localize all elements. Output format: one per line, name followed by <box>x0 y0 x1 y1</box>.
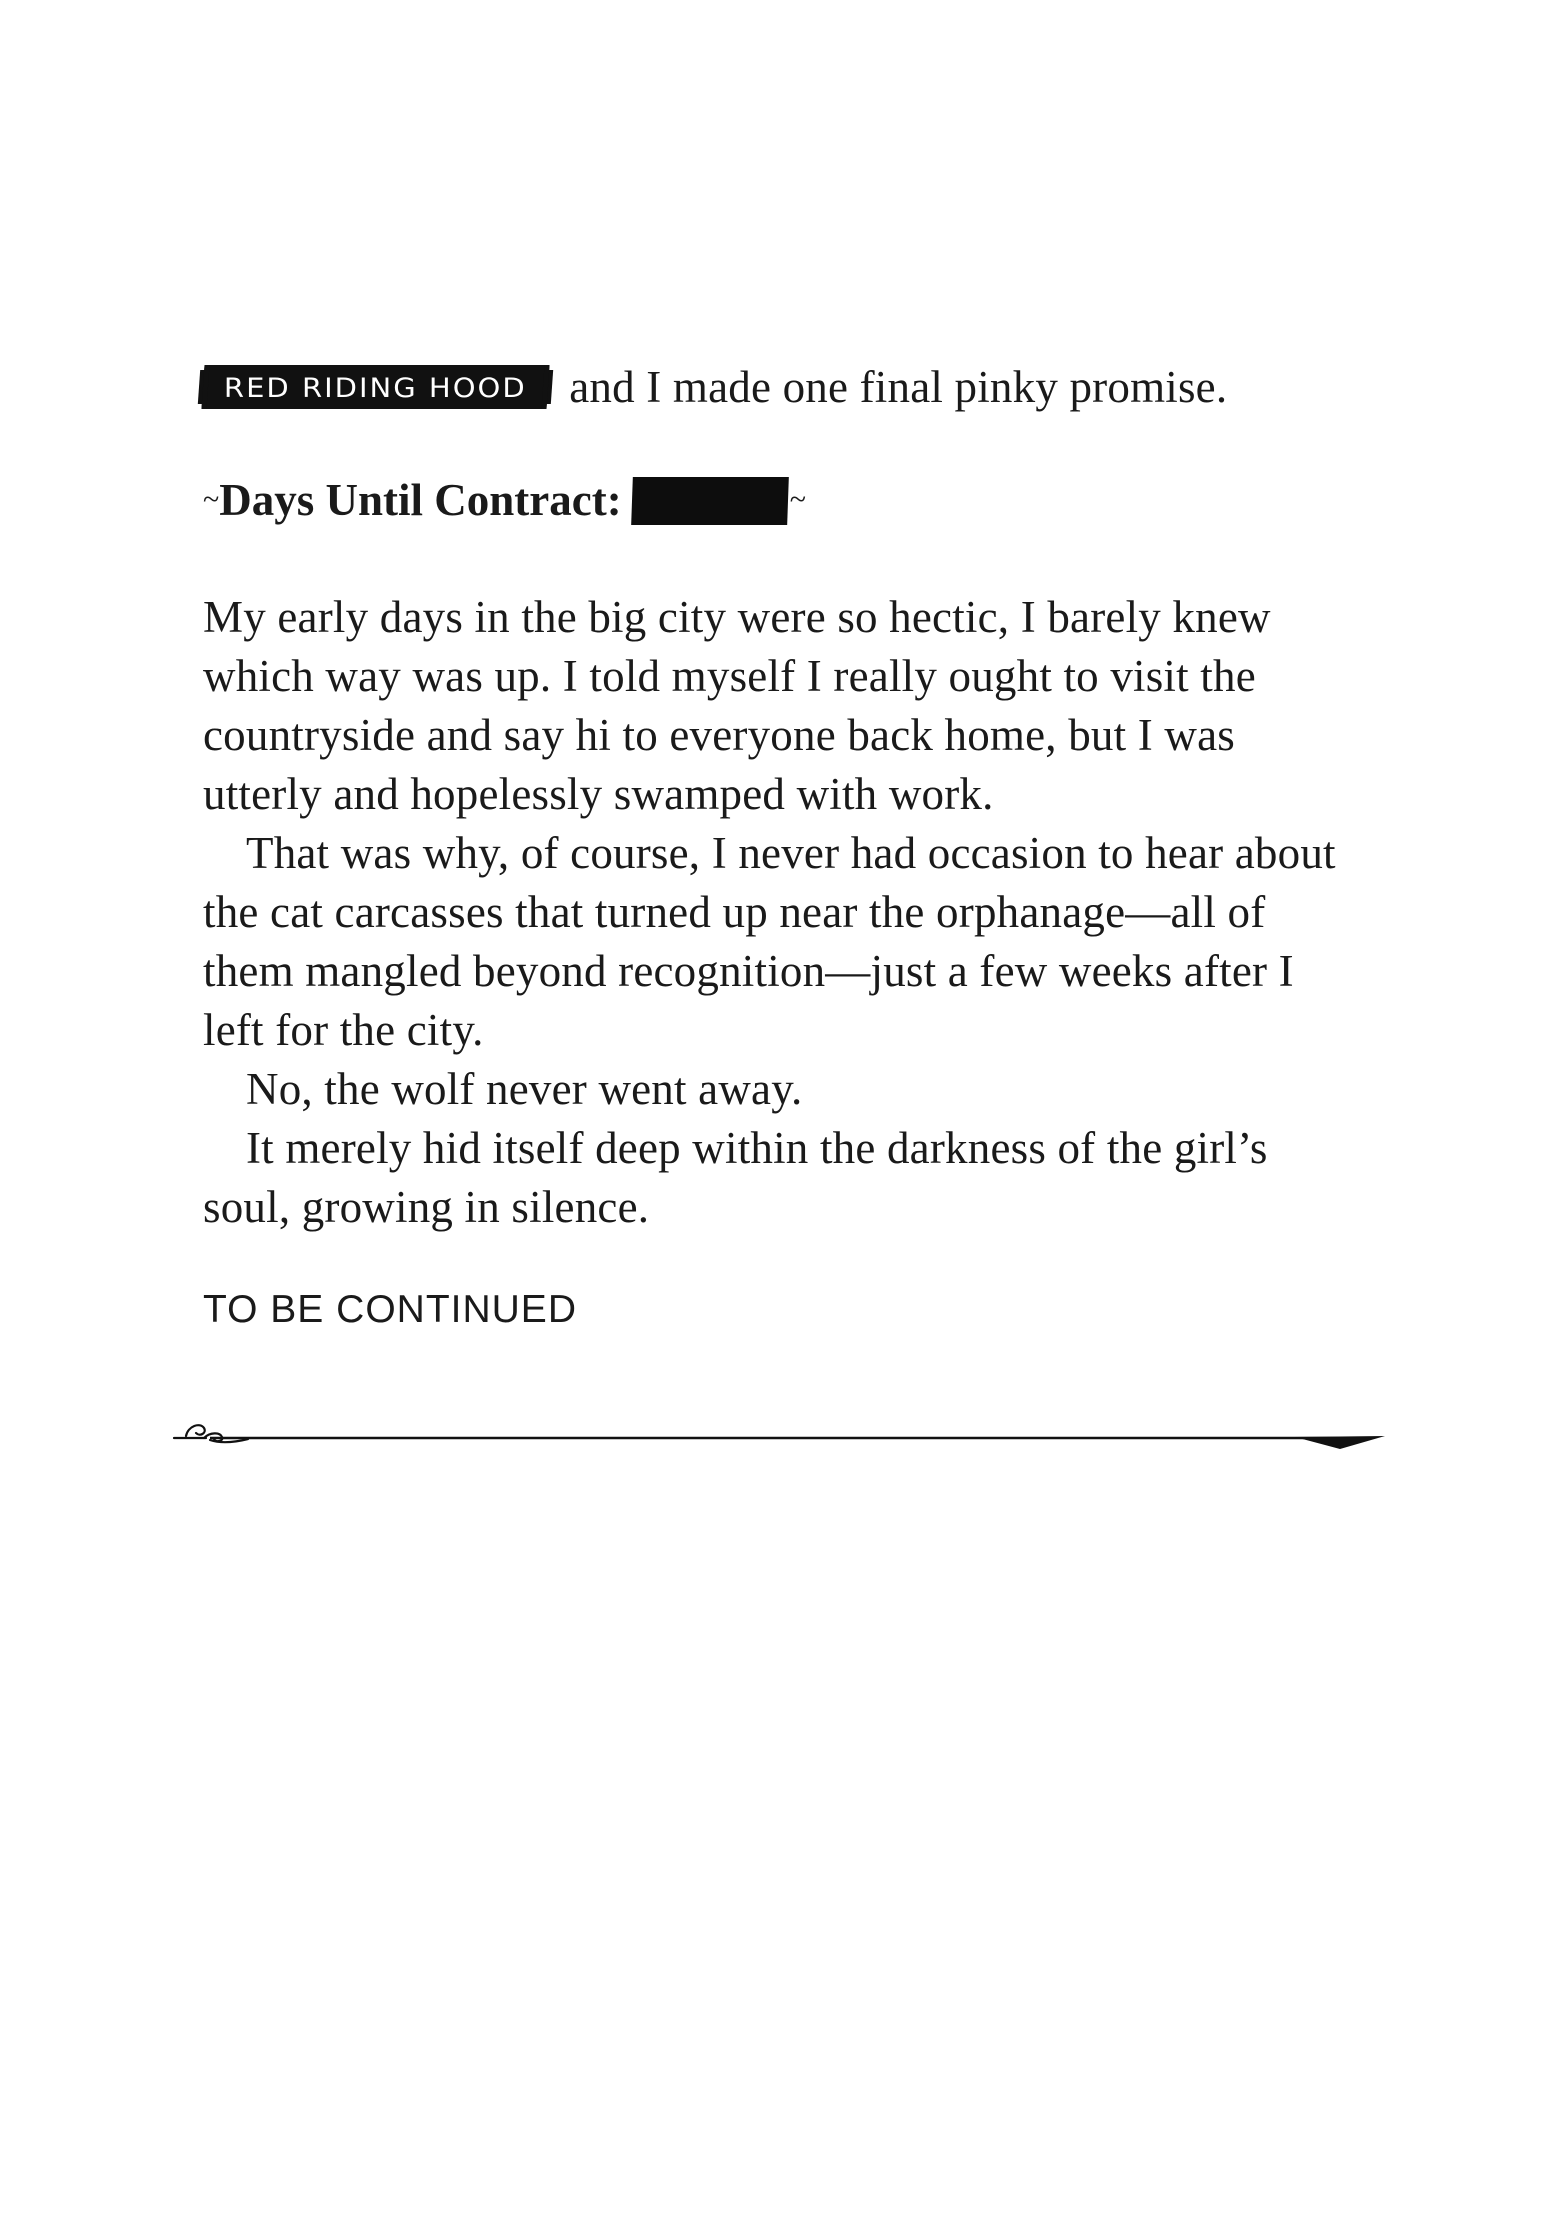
to-be-continued: TO BE CONTINUED <box>203 1288 577 1331</box>
flourish-icon <box>174 1425 248 1442</box>
paragraph-2: That was why, of course, I never had occasion to hear about the cat carcasses that turned up near the orphanage—all of them mangled beyond recognition—just a few weeks after I left for the city. <box>203 828 1336 1055</box>
heading-label: Days Until Contract: <box>219 475 622 525</box>
redacted-name-label <box>201 365 549 409</box>
paragraph-3: No, the wolf never went away. <box>246 1064 803 1114</box>
paragraph-4: It merely hid itself deep within the darkness of the girl’s soul, growing in silence. <box>203 1123 1268 1232</box>
body-text <box>203 588 1363 1237</box>
intro-line <box>203 358 1363 417</box>
redacted-days-box <box>631 477 789 525</box>
heading-prefix: ~ <box>203 483 220 516</box>
intro-rest-text: and I made one final pinky promise. <box>569 362 1228 412</box>
paragraph-1: My early days in the big city were so hectic, I barely knew which way was up. I told myself I really ought to visit the countryside and say hi to everyone back home, but I was utterly and hopelessly swamped with work. <box>203 592 1271 819</box>
section-heading <box>203 470 806 530</box>
arrowhead-icon <box>1295 1436 1385 1449</box>
redacted-name-text: RED RIDING HOOD <box>223 372 527 404</box>
section-divider <box>170 1410 1385 1450</box>
heading-suffix: ~ <box>789 483 806 516</box>
